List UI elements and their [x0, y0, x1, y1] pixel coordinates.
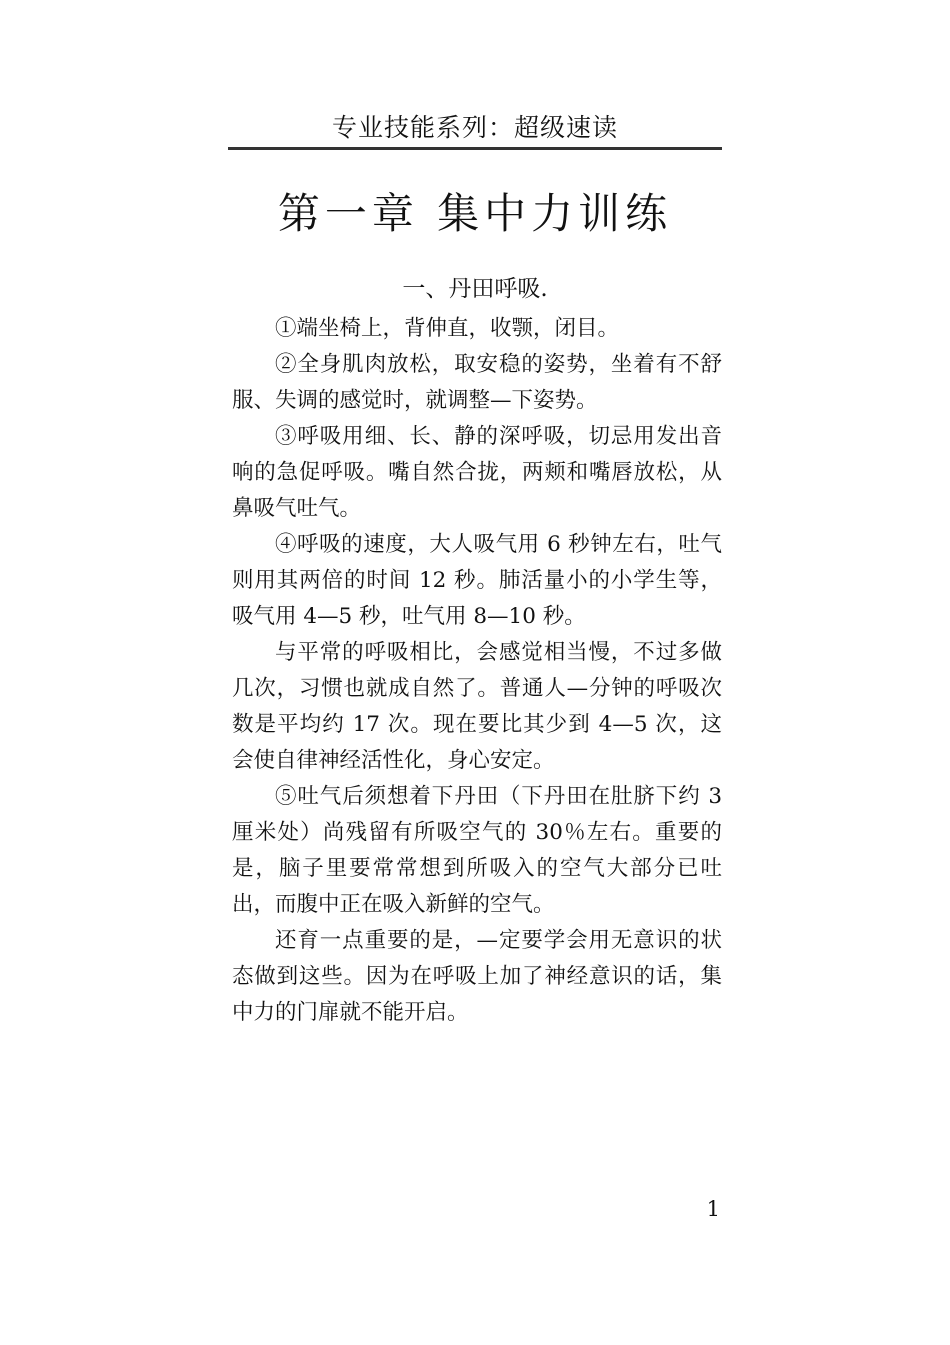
paragraph-step-2: ②全身肌肉放松，取安稳的姿势，坐着有不舒服、失调的感觉时，就调整—下姿势。: [232, 352, 722, 413]
paragraph-step-4: ④呼吸的速度，大人吸气用 6 秒钟左右，吐气则用其两倍的时间 12 秒。肺活量小的小学生等，吸气用 4—5 秒，吐气用 8—10 秒。: [232, 532, 722, 629]
running-header: 专业技能系列：超级速读: [331, 113, 618, 142]
paragraph-step-5: ⑤吐气后须想着下丹田（下丹田在肚脐下约 3 厘米处）尚残留有所吸空气的 30％左右。重要的是，脑子里要常常想到所吸入的空气大部分已吐出，而腹中正在吸入新鲜的空气。: [232, 784, 722, 917]
paragraph-step-1: ①端坐椅上，背伸直，收颚，闭目。: [275, 316, 620, 341]
paragraph-step-3: ③呼吸用细、长、静的深呼吸，切忌用发出音响的急促呼吸。嘴自然合拢，两颊和嘴唇放松，从鼻吸气吐气。: [232, 424, 722, 521]
chapter-title: 第一章 集中力训练: [277, 189, 673, 238]
header-divider: [228, 147, 722, 150]
body-text: [232, 311, 722, 1031]
paragraph-conclusion: 还育一点重要的是，—定要学会用无意识的状态做到这些。因为在呼吸上加了神经意识的话，集中力的门扉就不能开启。: [232, 928, 722, 1025]
paragraph-comparison: 与平常的呼吸相比，会感觉相当慢，不过多做几次，习惯也就成自然了。普通人—分钟的呼吸次数是平均约 17 次。现在要比其少到 4—5 次，这会使自律神经活性化，身心安定。: [232, 640, 722, 773]
page-number: 1: [706, 1197, 720, 1221]
section-title: 一、丹田呼吸.: [402, 276, 548, 302]
